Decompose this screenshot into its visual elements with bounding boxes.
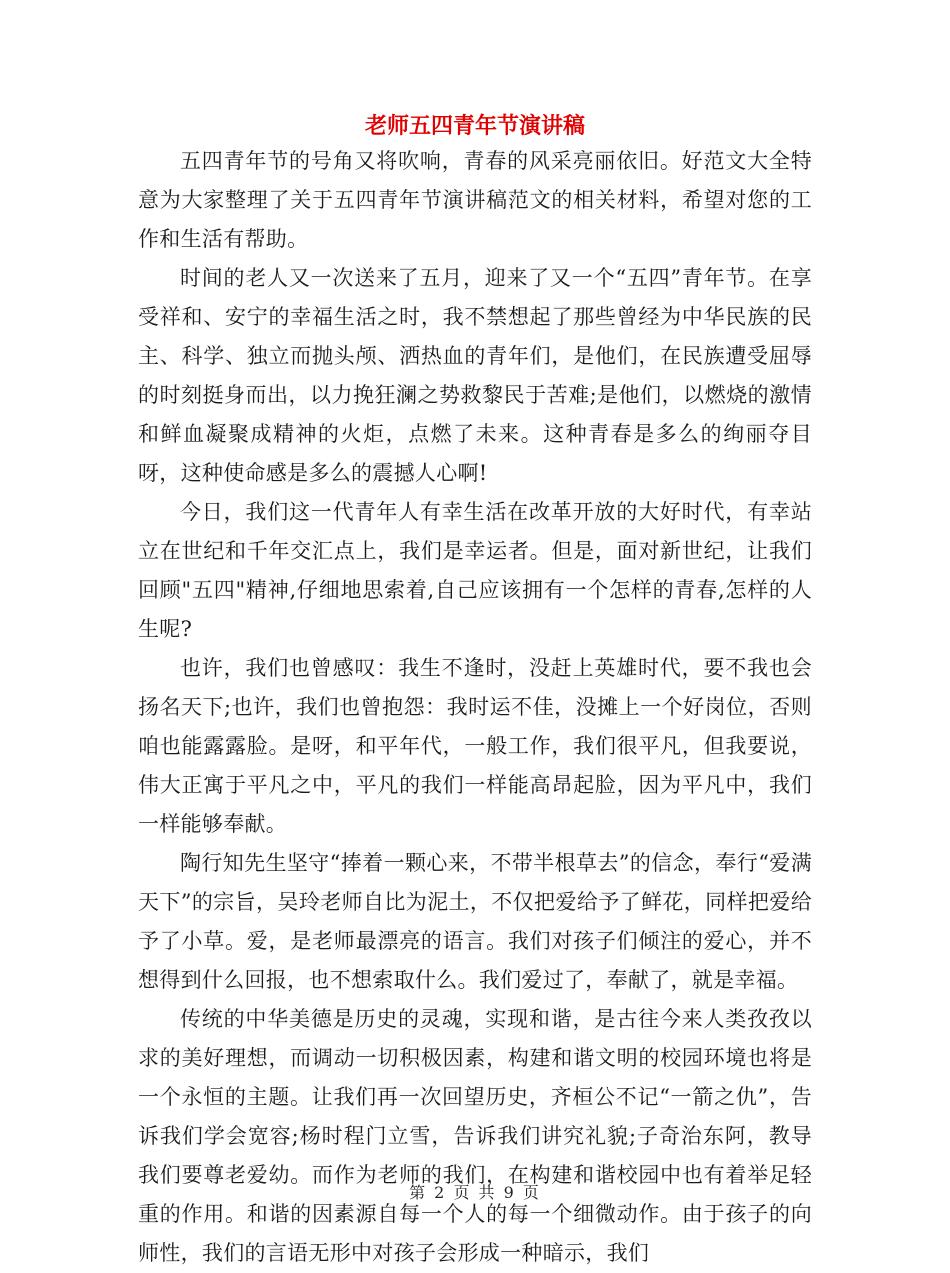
paragraph: 时间的老人又一次送来了五月，迎来了又一个“五四”青年节。在享受祥和、安宁的幸福生活之时，我不禁想起了那些曾经为中华民族的民主、科学、独立而抛头颅、洒热血的青年们，是他们，在民族遭受屈辱的时刻挺身而出，以力挽狂澜之势救黎民于苦难;是他们，以燃烧的激情和鲜血凝聚成精神的火炬，点燃了未来。这种青春是多么的绚丽夺目呀，这种使命感是多么的震撼人心啊!: [138, 266, 812, 485]
document-title: 老师五四青年节演讲稿: [364, 113, 585, 139]
page-number-footer: 第 2 页 共 9 页: [409, 1183, 541, 1202]
paragraph: 今日，我们这一代青年人有幸生活在改革开放的大好时代，有幸站立在世纪和千年交汇点上，我们是幸运者。但是，面对新世纪，让我们回顾"五四"精神,仔细地思索着,自己应该拥有一个怎样的青春,怎样的人生呢?: [138, 500, 812, 641]
paragraph: 陶行知先生坚守“捧着一颗心来，不带半根草去”的信念，奉行“爱满天下”的宗旨，吴玲老师自比为泥土，不仅把爱给予了鲜花，同样把爱给予了小草。爱，是老师最漂亮的语言。我们对孩子们倾注的爱心，并不想得到什么回报，也不想索取什么。我们爱过了，奉献了，就是幸福。: [138, 851, 812, 992]
paragraph: 五四青年节的号角又将吹响，青春的风采亮丽依旧。好范文大全特意为大家整理了关于五四青年节演讲稿范文的相关材料，希望对您的工作和生活有帮助。: [138, 149, 812, 251]
paragraph: 传统的中华美德是历史的灵魂，实现和谐，是古往今来人类孜孜以求的美好理想，而调动一切积极因素，构建和谐文明的校园环境也将是一个永恒的主题。让我们再一次回望历史，齐桓公不记“一箭之仇”，告诉我们学会宽容;杨时程门立雪，告诉我们讲究礼貌;子奇治东阿，教导我们要尊老爱幼。而作为老师的我们，在构建和谐校园中也有着举足轻重的作用。和谐的因素源自每一个人的每一个细微动作。由于孩子的向师性，我们的言语无形中对孩子会形成一种暗示，我们: [138, 1007, 812, 1265]
document-body: [138, 142, 812, 1273]
paragraph: 也许，我们也曾感叹：我生不逢时，没赶上英雄时代，要不我也会扬名天下;也许，我们也曾抱怨：我时运不佳，没摊上一个好岗位，否则咱也能露露脸。是呀，和平年代，一般工作，我们很平凡，但我要说，伟大正寓于平凡之中，平凡的我们一样能高昂起脸，因为平凡中，我们一样能够奉献。: [138, 656, 812, 836]
